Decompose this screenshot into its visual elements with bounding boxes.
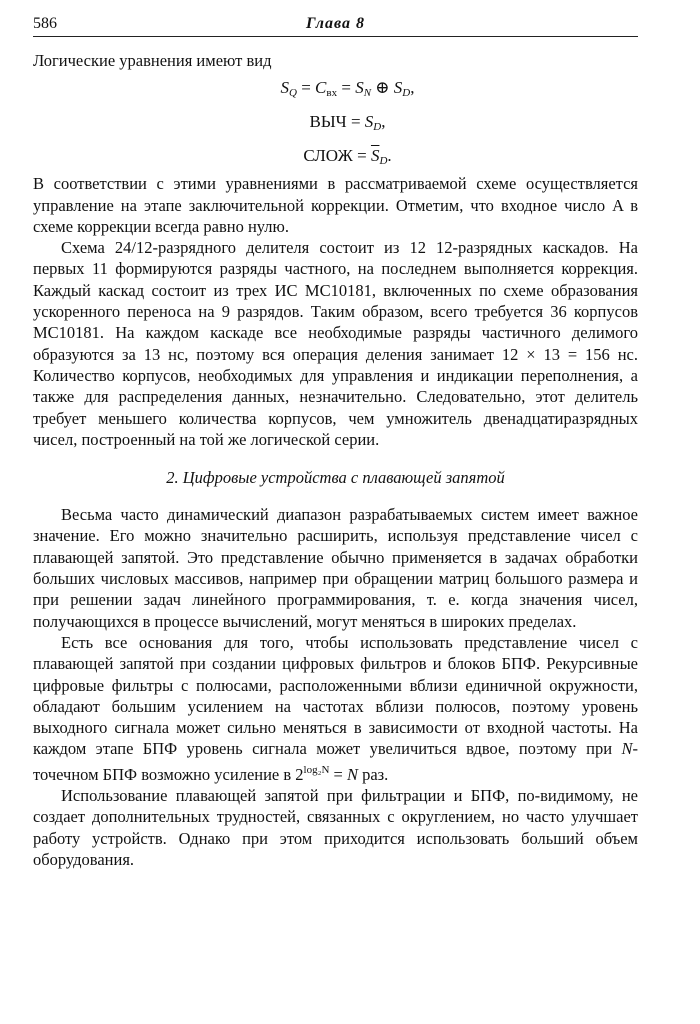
p4-exponent: log₂N: [303, 763, 330, 776]
equation-1: $S_Q = C_{вх} = S_N$ ⊕ $S_D$,: [280, 78, 415, 100]
eq2-s: S: [364, 112, 374, 132]
equation-2: ВЫЧ = $S_D$,: [309, 112, 386, 134]
equation-block: [33, 71, 638, 173]
paragraph-4: [33, 632, 638, 785]
p4-mid: -точечном БПФ возможно усиление в: [33, 739, 638, 784]
eq2-sub: D: [373, 121, 382, 134]
page-number: 586: [33, 15, 57, 32]
paragraph-5: Использование плавающей запятой при фильтрации и БПФ, по-видимому, не создает дополнительных трудностей, связанных с округлением, но часто улучшает работу устройств. Однако при этом приходится использовать больший объем оборудования.: [33, 786, 638, 869]
equation-3: СЛОЖ = $\overline{S}_D$.: [303, 146, 392, 168]
eq1-sn-sub: N: [363, 87, 372, 100]
p4-n2-variable: N: [346, 764, 358, 784]
intro-line: Логические уравнения имеют вид: [33, 51, 272, 70]
p4-equals: =: [329, 764, 347, 784]
eq1-c-sub: вх: [326, 87, 338, 100]
paragraph-2: Схема 24/12-разрядного делителя состоит из 12 12-разрядных каскадов. На первых 11 формируются разряды частного, на последнем выполняется коррекция. Каждый каскад состоит из трех ИС МС10181, включенных по схеме образования ускоренного переноса на 9 разрядов. Таким образом, всего требуется 36 корпусов МС10181. На каждом каскаде все необходимые разряды частичного делимого образуются за 13 нс, поэтому вся операция деления занимает 12 × 13 = 156 нс. Количество корпусов, необходимых для управления и индикации переполнения, а также для распределения данных, незначительно. Следовательно, этот делитель требует меньшего количества корпусов, чем умножитель двенадцатиразрядных чисел, построенный на той же логической серии.: [33, 238, 638, 449]
eq1-sn: S: [355, 78, 364, 98]
eq1-lhs: S: [280, 78, 289, 98]
p4-start: Есть все основания для того, чтобы использовать представление чисел с плавающей запятой при создании цифровых фильтров и блоков БПФ. Рекурсивные цифровые фильтры с полюсами, расположенными вблизи единичной окружности, обладают большим усилением на частотах вблизи полюсов, поэтому уровень выходного сигнала может сильно меняться в зависимости от входной частоты. На каждом этапе БПФ уровень сигнала может увеличиться вдвое, поэтому при: [33, 632, 638, 759]
eq1-sd: S: [393, 78, 403, 98]
xor-operator: ⊕: [375, 78, 390, 98]
header-rule: [33, 36, 638, 37]
chapter-title: Глава 8: [305, 15, 366, 32]
eq1-lhs-sub: Q: [289, 87, 297, 100]
eq3-sub: D: [379, 155, 388, 168]
page-header: [33, 12, 638, 34]
eq3-s-overline: $\overline{S}$: [370, 146, 380, 166]
page-content: [33, 50, 638, 870]
p4-base: 2: [295, 764, 304, 784]
section-heading: 2. Цифровые устройства с плавающей запятой: [166, 468, 505, 488]
p4-end: раз.: [357, 764, 389, 784]
eq3-label: СЛОЖ: [303, 146, 353, 166]
eq2-label: ВЫЧ: [309, 112, 347, 132]
eq1-sd-sub: D: [402, 87, 411, 100]
eq1-c: C: [315, 78, 327, 98]
paragraph-3: Весьма часто динамический диапазон разрабатываемых систем имеет важное значение. Его можно значительно расширить, используя представление чисел с плавающей запятой. Это представление обычно применяется в задачах обработки больших числовых массивов, например при обращении матриц большого размера и при решении задач линейного программирования, т. е. когда значения чисел, получающихся в процессе вычислений, могут меняться в широких пределах.: [33, 505, 638, 631]
paragraph-1: В соответствии с этими уравнениями в рассматриваемой схеме осуществляется управление на этапе заключительной коррекции. Отметим, что входное число A в схеме коррекции всегда равно нулю.: [33, 174, 638, 236]
p4-n-variable: N: [621, 739, 633, 759]
